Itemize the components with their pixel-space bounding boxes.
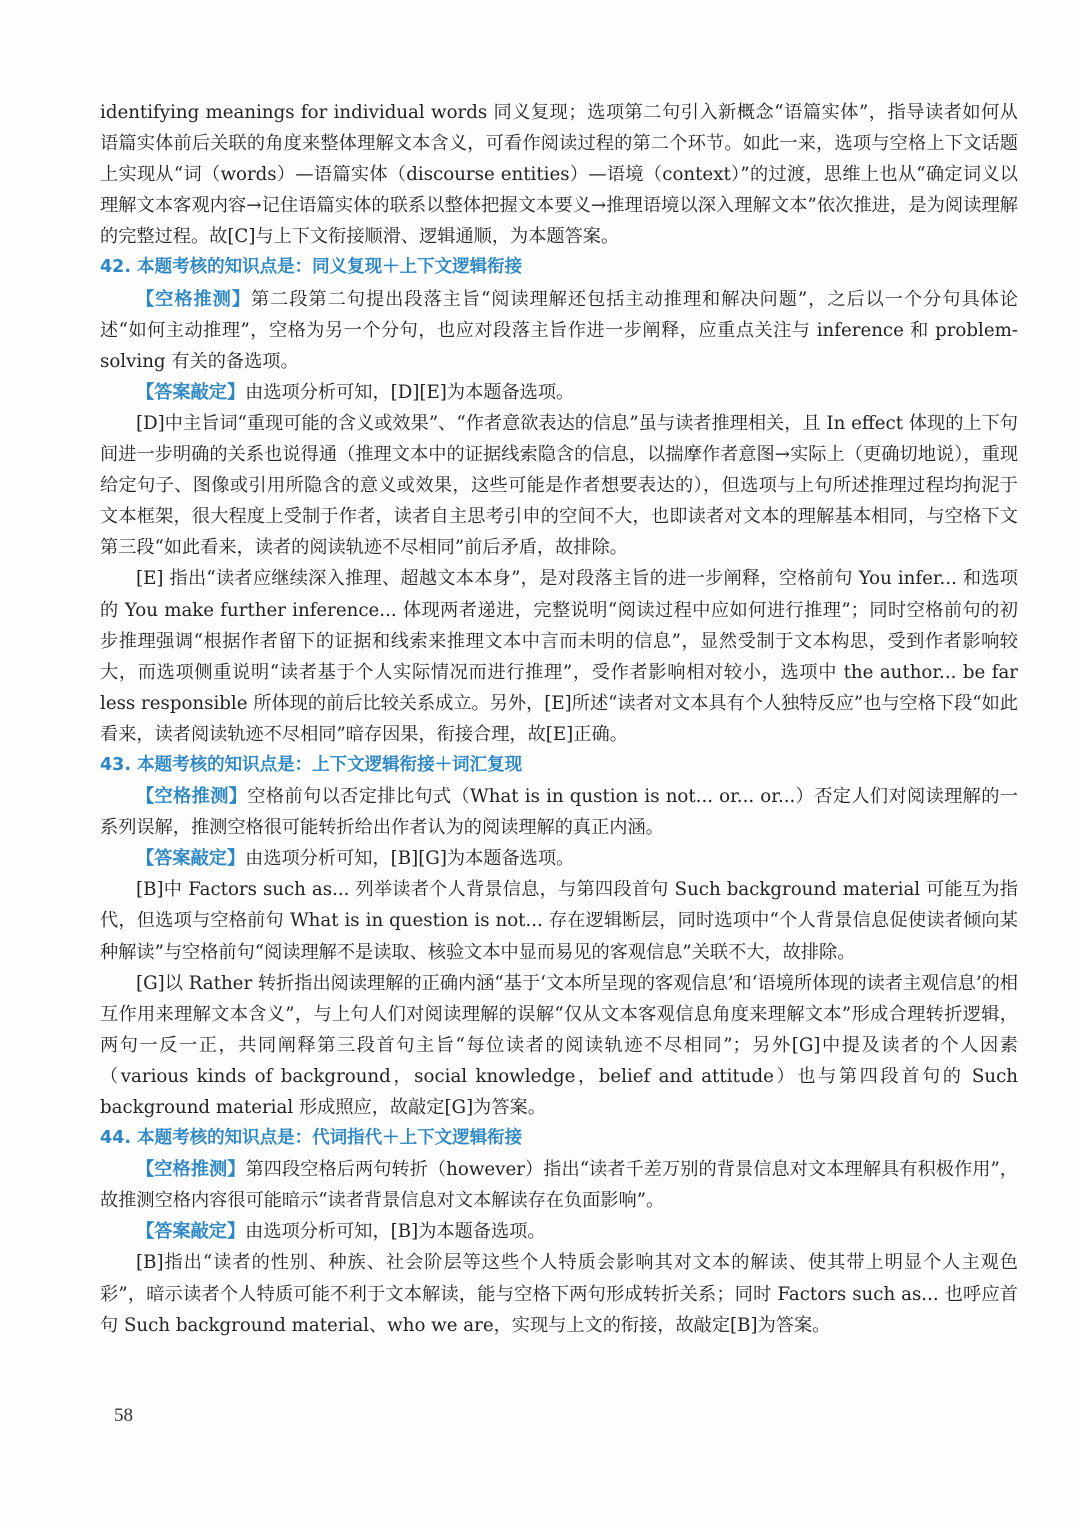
- answer-text: 由选项分析可知，[D][E]为本题备选项。: [245, 381, 575, 403]
- answer-text: 由选项分析可知，[B]为本题备选项。: [245, 1221, 546, 1243]
- question-43-heading: 43. 本题考核的知识点是：上下文逻辑衔接＋词汇复现: [100, 754, 523, 775]
- inference-text: 空格前句以否定排比句式（What is in qustion is not... or... or...）否定人们对阅读理解的一系列误解，推测空格很可能转折给出作者认为的阅读理解的真正内涵。: [100, 786, 1018, 839]
- question-42-option-d: [D]中主旨词“重现可能的含义或效果”、“作者意欲表达的信息”虽与读者推理相关，且 In effect 体现的上下句间进一步明确的关系也说得通（推理文本中的证据线索隐含的信息，以揣摩作者意图→实际上（更确切地说），重现给定句子、图像或引用所隐含的意义或效果，这些可能是作者想要表达的），但选项与上句所述推理过程均拘泥于文本框架，很大程度上受制于作者，读者自主思考引申的空间不大，也即读者对文本的理解基本相同，与空格下文第三段“如此看来，读者的阅读轨迹不尽相同”前后矛盾，故排除。: [100, 412, 1018, 559]
- question-42-answer: [100, 377, 1018, 408]
- intro-paragraph: identifying meanings for individual words 同义复现；选项第二句引入新概念“语篇实体”，指导读者如何从语篇实体前后关联的角度来整体理解文本含义，可看作阅读过程的第二个环节。如此一来，选项与空格上下文话题上实现从“词（words）—语篇实体（discourse entities）—语境（context）”的过渡，思维上也从“确定词义以理解文本客观内容→记住语篇实体的联系以整体把握文本要义→推理语境以深入理解文本”依次推进，是为阅读理解的完整过程。故[C]与上下文衔接顺滑、逻辑通顺，为本题答案。: [100, 102, 1018, 248]
- inference-tag: 【空格推测】: [136, 1159, 246, 1181]
- question-44-inference: [100, 1154, 1018, 1216]
- question-44-heading: 44. 本题考核的知识点是：代词指代＋上下文逻辑衔接: [100, 1128, 523, 1149]
- inference-text: 第二段第二句提出段落主旨“阅读理解还包括主动推理和解决问题”，之后以一个分句具体论述“如何主动推理”，空格为另一个分句，也应对段落主旨作进一步阐释，应重点关注与 inference 和 problem-solving 有关的备选项。: [100, 288, 1018, 372]
- answer-tag: 【答案敲定】: [136, 381, 246, 403]
- page-content: [100, 97, 1018, 1341]
- question-42-heading: 42. 本题考核的知识点是：同义复现＋上下文逻辑衔接: [100, 257, 523, 278]
- page-number: 58: [114, 1405, 133, 1426]
- inference-tag: 【空格推测】: [136, 786, 248, 808]
- answer-tag: 【答案敲定】: [136, 1221, 246, 1243]
- answer-text: 由选项分析可知，[B][G]为本题备选项。: [245, 848, 575, 870]
- question-43-inference: [100, 781, 1018, 843]
- question-44-option-b: [B]指出“读者的性别、种族、社会阶层等这些个人特质会影响其对文本的解读、使其带上明显个人主观色彩”，暗示读者个人特质可能不利于文本解读，能与空格下两句形成转折关系；同时 Factors such as... 也呼应首句 Such background material、who we are，实现与上文的衔接，故敲定[B]为答案。: [100, 1252, 1018, 1336]
- question-42-option-e: [E] 指出“读者应继续深入推理、超越文本本身”，是对段落主旨的进一步阐释，空格前句 You infer... 和选项的 You make further inference... 体现两者递进，完整说明“阅读过程中应如何进行推理”；同时空格前句的初步推理强调“根据作者留下的证据和线索来推理文本中言而未明的信息”，显然受制于文本构思，受到作者影响较大，而选项侧重说明“读者基于个人实际情况而进行推理”，受作者影响相对较小，选项中 the author... be far less responsible 所体现的前后比较关系成立。另外，[E]所述“读者对文本具有个人独特反应”也与空格下段“如此看来，读者阅读轨迹不尽相同”暗存因果，衔接合理，故[E]正确。: [100, 568, 1018, 745]
- question-42-inference: [100, 284, 1018, 377]
- question-44-answer: [100, 1216, 1018, 1247]
- answer-tag: 【答案敲定】: [136, 848, 246, 870]
- question-43-option-b: [B]中 Factors such as... 列举读者个人背景信息，与第四段首句 Such background material 可能互为指代，但选项与空格前句 What is in question is not... 存在逻辑断层，同时选项中“个人背景信息促使读者倾向某种解读”与空格前句“阅读理解不是读取、核验文本中显而易见的客观信息”关联不大，故排除。: [100, 879, 1018, 963]
- inference-tag: 【空格推测】: [136, 288, 251, 310]
- inference-text: 第四段空格后两句转折（however）指出“读者千差万别的背景信息对文本理解具有积极作用”，故推测空格内容很可能暗示“读者背景信息对文本解读存在负面影响”。: [100, 1159, 1018, 1212]
- question-43-option-g: [G]以 Rather 转折指出阅读理解的正确内涵“基于‘文本所呈现的客观信息’和‘语境所体现的读者主观信息’的相互作用来理解文本含义”，与上句人们对阅读理解的误解“仅从文本客观信息角度来理解文本”形成合理转折逻辑，两句一反一正，共同阐释第三段首句主旨“每位读者的阅读轨迹不尽相同”；另外[G]中提及读者的个人因素（various kinds of background，social knowledge，belief and attitude）也与第四段首句的 Such background material 形成照应，故敲定[G]为答案。: [100, 972, 1018, 1118]
- question-43-answer: [100, 843, 1018, 874]
